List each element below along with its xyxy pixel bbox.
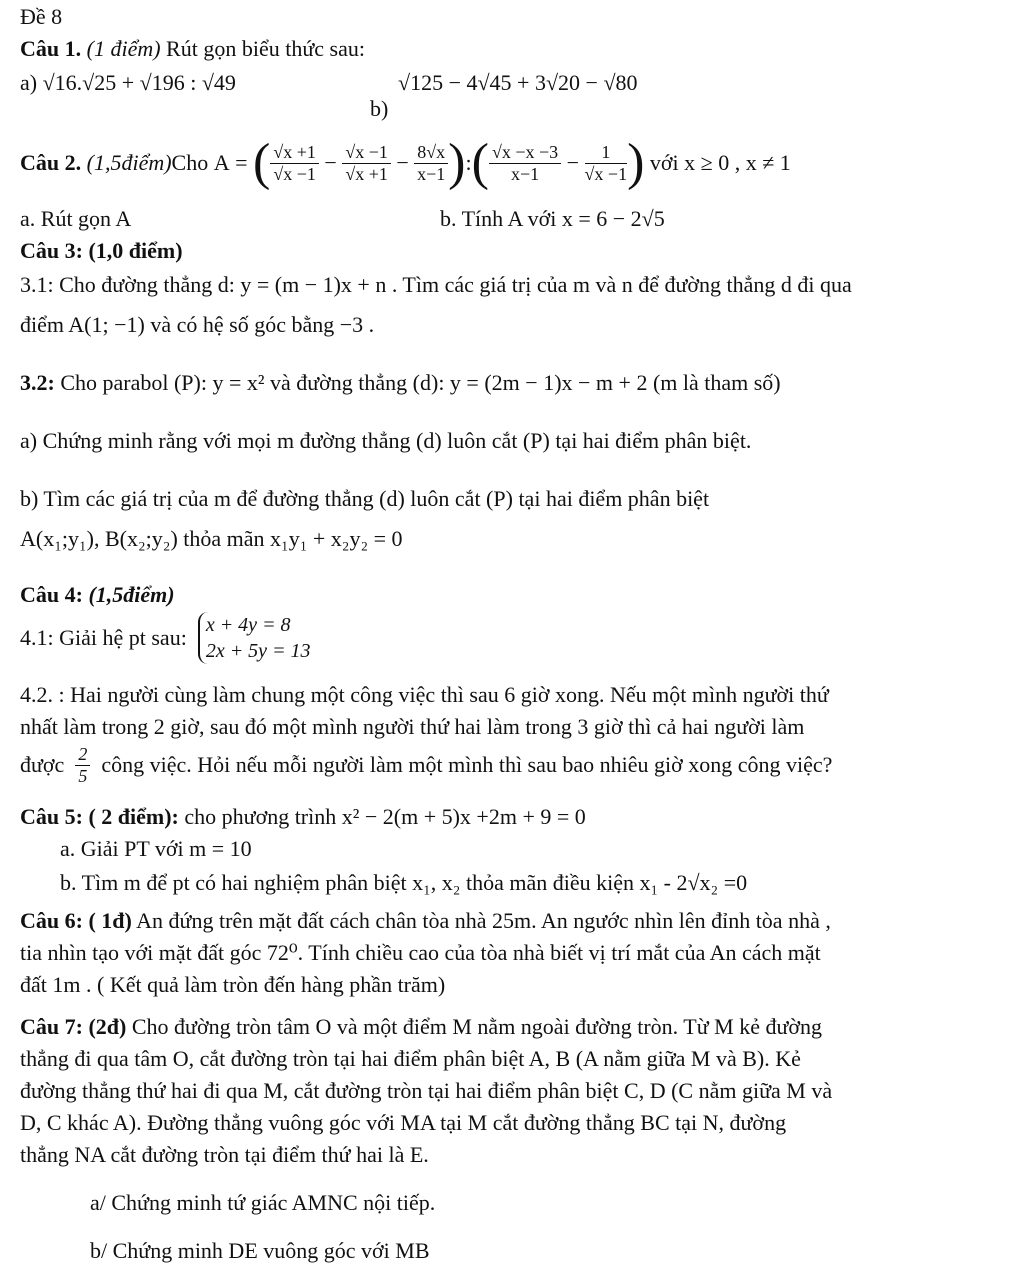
page-title: Đề 8 [20, 4, 63, 29]
q7-line2: thẳng đi qua tâm O, cắt đường tròn tại hai điểm phân biệt A, B (A nằm giữa M và B). Kẻ [20, 1046, 801, 1071]
q2-formula: A = ( $\frac{√x +1}{√x -1}$ − $\frac{√x -1}{√x +1}$ − $\frac{8√x}{x-1}$ ) : ( $\frac{√x -x -3}{x-1}$ − $\frac{1}{√x -1}$ ) [213, 134, 645, 191]
q2-condition: với x ≥ 0 , x ≠ 1 [649, 149, 791, 175]
q4-2-line2: nhất làm trong 2 giờ, sau đó một mình người thứ hai làm trong 3 giờ thì cả hai người làm [20, 714, 805, 739]
q4-heading [20, 582, 175, 608]
q5-text: cho phương trình x² − 2(m + 5)x +2m + 9 = 0 [184, 804, 586, 829]
q1-part-a [20, 70, 236, 96]
q5-line [20, 804, 586, 830]
q5-b: b. Tìm m để pt có hai nghiệm phân biệt x₁, x₂ thỏa mãn điều kiện x₁ - 2√x₂ =0 [60, 870, 748, 895]
q4-2-line3a: được [20, 751, 65, 777]
q4-points: (1,5điểm) [88, 582, 175, 607]
q7-line4: D, C khác A). Đường thẳng vuông góc với MA tại M cắt đường thẳng BC tại N, đường [20, 1110, 787, 1135]
q3-1-line1 [20, 272, 852, 298]
q2-b: b. Tính A với x = 6 − 2√5 [440, 206, 665, 231]
q1-a-label: a) [20, 70, 38, 95]
fraction-two-fifths [75, 744, 90, 786]
q3-2-text: Cho parabol (P): y = x² và đường thẳng (d): y = (2m − 1)x − m + 2 (m là tham số) [60, 370, 781, 395]
q3-2-line [20, 370, 781, 396]
q3-1-label: 3.1: [20, 272, 54, 297]
q7-text1: Cho đường tròn tâm O và một điểm M nằm ngoài đường tròn. Từ M kẻ đường [131, 1014, 823, 1039]
q7-line5: thẳng NA cắt đường tròn tại điểm thứ hai là E. [20, 1142, 429, 1167]
q1-a-expr: √16.√25 + √196 : √49 [42, 70, 236, 95]
equation-1: x + 4y = 8 [205, 614, 291, 636]
q3-2-b-line2: A(x₁;y₁), B(x₂;y₂) thỏa mãn x₁y₁ + x₂y₂ = 0 [20, 526, 403, 551]
q7-line3: đường thẳng thứ hai đi qua M, cắt đường tròn tại hai điểm phân biệt C, D (C nằm giữa M và [20, 1078, 833, 1103]
q3-2-label: 3.2: [20, 370, 55, 395]
q1-head: Câu 1. [20, 36, 82, 61]
q5-a: a. Giải PT với m = 10 [60, 836, 252, 861]
q1-text: Rút gọn biểu thức sau: [166, 36, 365, 61]
q1-b-expr: √125 − 4√45 + 3√20 − √80 [398, 70, 638, 95]
equation-2: 2x + 5y = 13 [205, 640, 311, 662]
q2-head: Câu 2. [20, 149, 82, 175]
q2-intro: Cho [171, 149, 209, 175]
q6-line3: đất 1m . ( Kết quả làm tròn đến hàng phần trăm) [20, 972, 446, 997]
q3-heading: Câu 3: (1,0 điểm) [20, 238, 183, 263]
q2-points: (1,5điểm) [86, 149, 172, 175]
q7-line1 [20, 1014, 822, 1040]
q4-2-line3b: công việc. Hỏi nếu mỗi người làm một mình thì sau bao nhiêu giờ xong công việc? [101, 751, 833, 777]
fraction-numerator: 2 [75, 744, 90, 766]
q2-line [20, 136, 791, 190]
q7-a: a/ Chứng minh tứ giác AMNC nội tiếp. [90, 1190, 436, 1215]
q7-b: b/ Chứng minh DE vuông góc với MB [90, 1238, 430, 1263]
q3-2-a: a) Chứng minh rằng với mọi m đường thẳng (d) luôn cắt (P) tại hai điểm phân biệt. [20, 428, 752, 453]
q3-1-text: Cho đường thẳng d: y = (m − 1)x + n . Tìm các giá trị của m và n để đường thẳng d đi qua [59, 272, 852, 297]
q1-b-label: b) [370, 96, 389, 121]
q4-1-line [20, 612, 311, 664]
q6-line2: tia nhìn tạo với mặt đất góc 72⁰. Tính chiều cao của tòa nhà biết vị trí mắt của An cách mặt [20, 940, 821, 965]
q2-a: a. Rút gọn A [20, 206, 132, 231]
q6-head: Câu 6: ( 1đ) [20, 908, 132, 933]
q5-head: Câu 5: ( 2 điểm): [20, 804, 179, 829]
q6-line1 [20, 908, 831, 934]
q4-2-line3 [20, 744, 832, 786]
q4-head: Câu 4: [20, 582, 83, 607]
q1-points: (1 điểm) [86, 36, 161, 61]
equation-system [198, 612, 311, 664]
q3-2-b-line1: b) Tìm các giá trị của m để đường thẳng (d) luôn cắt (P) tại hai điểm phân biệt [20, 486, 710, 511]
fraction-denominator: 5 [78, 765, 88, 786]
q4-2-line1: 4.2. : Hai người cùng làm chung một công việc thì sau 6 giờ xong. Nếu một mình người thứ [20, 682, 829, 707]
q3-1-line2: điểm A(1; −1) và có hệ số góc bằng −3 . [20, 312, 375, 337]
q4-1-text: 4.1: Giải hệ pt sau: [20, 624, 187, 650]
q1-heading [20, 36, 365, 62]
q6-text1: An đứng trên mặt đất cách chân tòa nhà 25m. An ngước nhìn lên đỉnh tòa nhà , [136, 908, 831, 933]
q7-head: Câu 7: (2đ) [20, 1014, 127, 1039]
